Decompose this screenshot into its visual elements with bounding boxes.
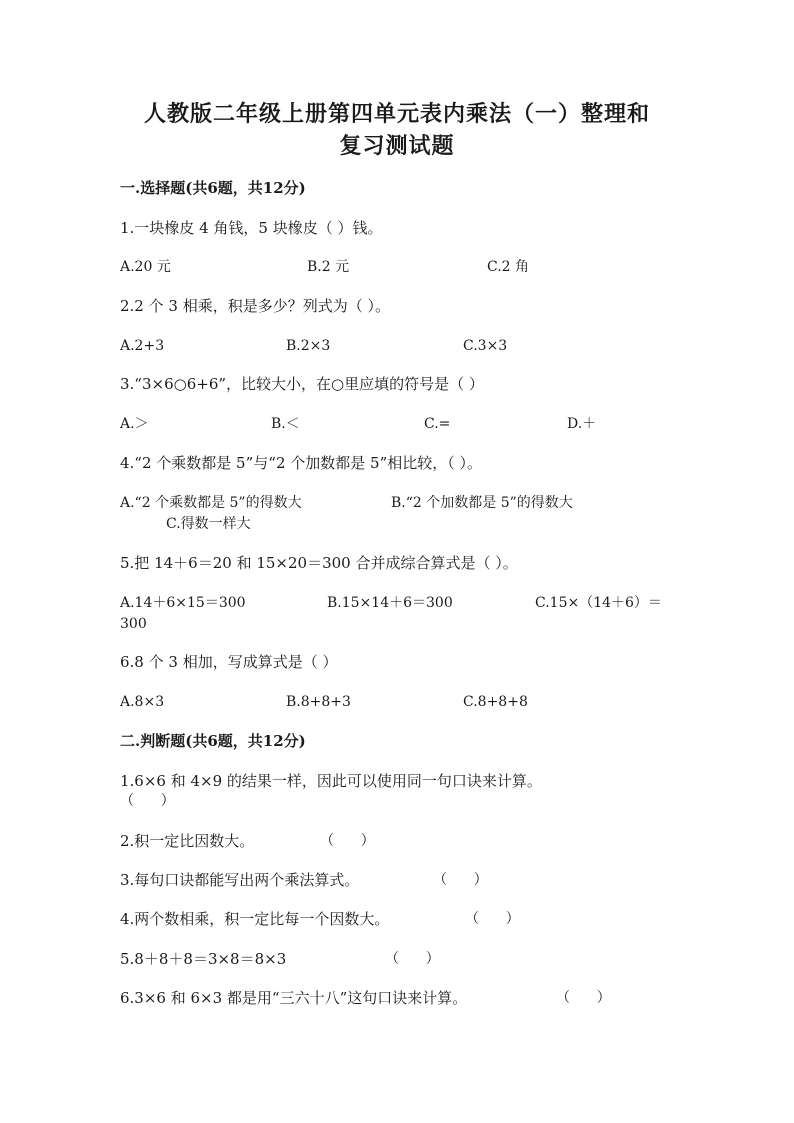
choice-question-2: 2.2 个 3 相乘，积是多少？列式为（ ）。: [120, 297, 390, 315]
choice-question-5: 5.把 14＋6＝20 和 15×20＝300 合并成综合算式是（ ）。: [120, 554, 518, 572]
choice-q1-option-b: B.2 元: [307, 259, 350, 275]
judge-q6-answer-blank: （ ）: [556, 990, 611, 1006]
judge-q5-answer-blank: （ ）: [385, 951, 440, 967]
choice-q5-option-c: C.15×（14＋6）＝: [535, 595, 662, 611]
choice-q5-option-b: B.15×14＋6＝300: [327, 595, 453, 611]
judge-question-3: 3.每句口诀都能写出两个乘法算式。: [120, 871, 360, 889]
choice-q1-option-a: A.20 元: [120, 259, 171, 275]
choice-q3-option-d: D.＋: [567, 416, 597, 432]
section-heading-choice: 一.选择题(共6题，共12分): [120, 179, 306, 197]
choice-q3-option-b: B.＜: [271, 416, 300, 432]
choice-q6-option-c: C.8+8+8: [463, 694, 528, 710]
choice-q6-option-b: B.8+8+3: [286, 694, 351, 710]
choice-question-4: 4.“2 个乘数都是 5”与“2 个加数都是 5”相比较，（ ）。: [120, 454, 483, 472]
choice-q4-option-a: A.“2 个乘数都是 5”的得数大: [120, 495, 302, 511]
judge-question-6: 6.3×6 和 6×3 都是用“三六十八”这句口诀来计算。: [120, 989, 468, 1007]
document-title-line-2: 复习测试题: [339, 133, 455, 159]
choice-q3-option-a: A.＞: [120, 416, 149, 432]
judge-question-5: 5.8＋8＋8＝3×8＝8×3: [120, 950, 287, 968]
choice-q5-option-a: A.14＋6×15＝300: [120, 595, 246, 611]
judge-question-1: 1.6×6 和 4×9 的结果一样，因此可以使用同一句口诀来计算。: [120, 772, 542, 790]
section-heading-judge: 二.判断题(共6题，共12分): [120, 732, 306, 750]
judge-q4-answer-blank: （ ）: [465, 911, 520, 927]
document-title-line-1: 人教版二年级上册第四单元表内乘法（一）整理和: [143, 101, 650, 127]
choice-q1-option-c: C.2 角: [487, 259, 530, 275]
choice-question-3: 3.“3×6○6+6”，比较大小，在○里应填的符号是（ ）: [120, 375, 484, 393]
judge-question-4: 4.两个数相乘，积一定比每一个因数大。: [120, 910, 390, 928]
judge-q2-answer-blank: （ ）: [320, 833, 375, 849]
choice-q4-option-c: C.得数一样大: [166, 516, 251, 532]
judge-question-2: 2.积一定比因数大。: [120, 832, 255, 850]
choice-q2-option-a: A.2+3: [120, 338, 165, 354]
choice-q6-option-a: A.8×3: [120, 694, 165, 710]
choice-q2-option-c: C.3×3: [463, 338, 508, 354]
choice-q4-option-b: B.“2 个加数都是 5”的得数大: [391, 495, 573, 511]
choice-q2-option-b: B.2×3: [286, 338, 331, 354]
choice-q3-option-c: C.=: [424, 416, 451, 432]
judge-q3-answer-blank: （ ）: [433, 872, 488, 888]
judge-q1-answer-blank: （ ）: [120, 793, 175, 809]
choice-question-1: 1.一块橡皮 4 角钱，5 块橡皮（ ）钱。: [120, 219, 383, 237]
choice-question-6: 6.8 个 3 相加，写成算式是（ ）: [120, 653, 338, 671]
choice-q5-option-c-continued: 300: [120, 616, 147, 632]
